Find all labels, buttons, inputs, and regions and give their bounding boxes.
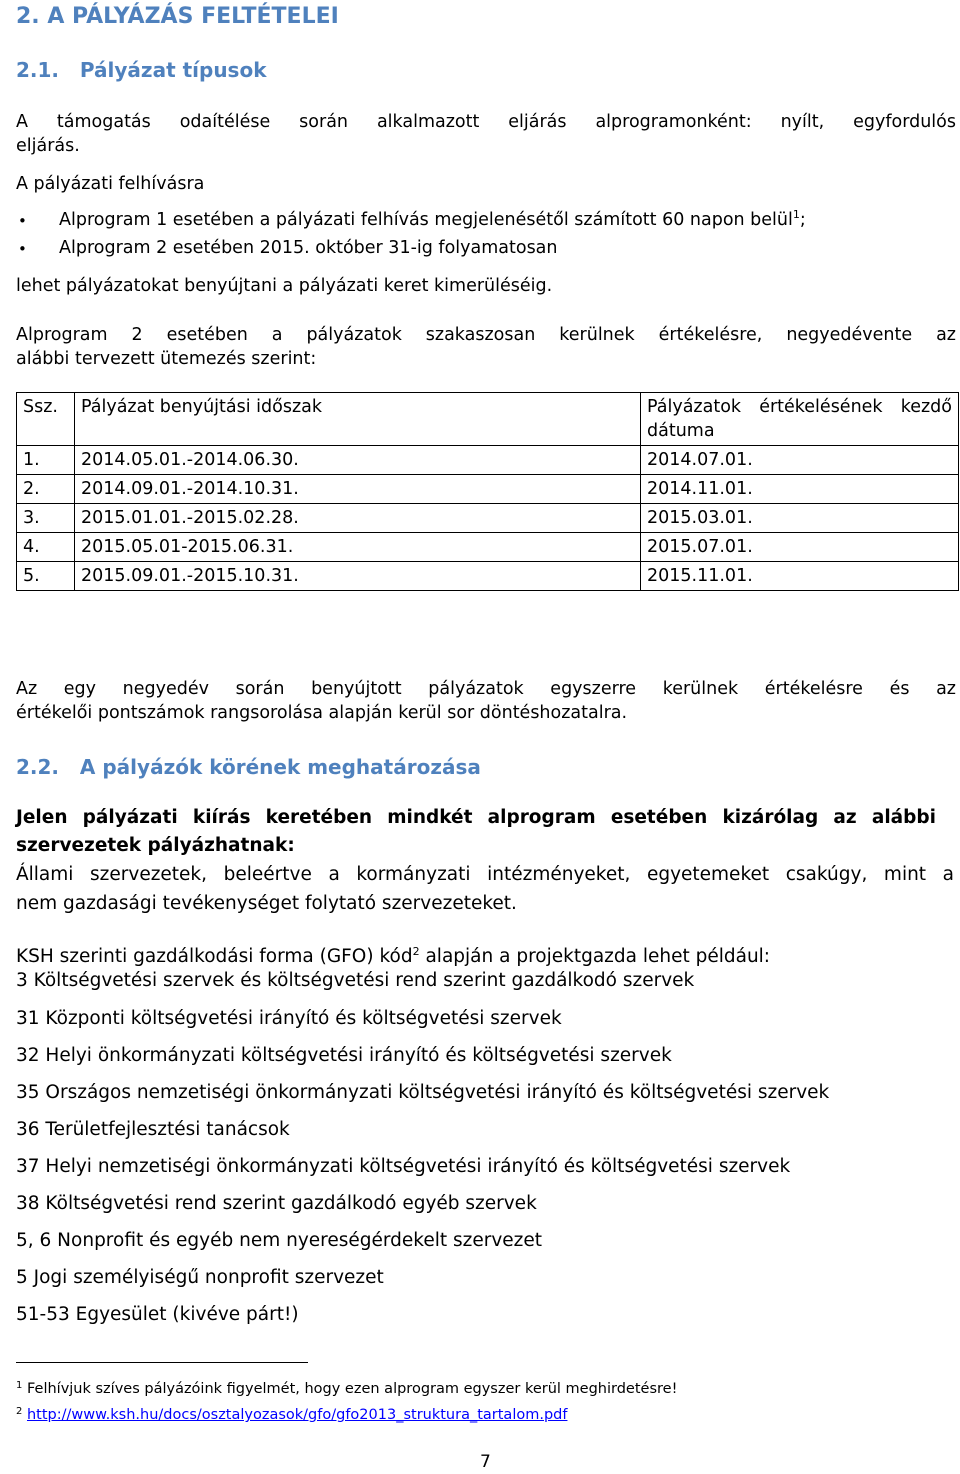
section-number: 2.1. [16, 58, 60, 82]
gfo-list-item: 37 Helyi nemzetiségi önkormányzati költségvetési irányító és költségvetési szervek [16, 1156, 791, 1177]
gfo-list-item: 51-53 Egyesület (kivéve párt!) [16, 1304, 299, 1325]
paragraph-evaluation-line1: Alprogram 2 esetében a pályázatok szakaszosan kerülnek értékelésre, negyedévente az [16, 325, 956, 345]
table-cell: 2014.11.01. [641, 475, 959, 504]
gfo-list-item: 36 Területfejlesztési tanácsok [16, 1119, 290, 1140]
table-header-row [17, 393, 959, 446]
table-row [17, 533, 959, 562]
gfo-list-item: 38 Költségvetési rend szerint gazdálkodó egyéb szervek [16, 1193, 537, 1214]
section-2-heading: 2. A PÁLYÁZÁS FELTÉTELEI [16, 4, 339, 29]
gfo-list-item: 31 Központi költségvetési irányító és költségvetési szervek [16, 1008, 562, 1029]
table-row [17, 562, 959, 591]
table-cell: 2014.05.01.-2014.06.30. [75, 446, 641, 475]
section-number: 2.2. [16, 755, 60, 779]
table-cell: 3. [17, 504, 75, 533]
table-row [17, 446, 959, 475]
gfo-list-item: 5 Jogi személyiségű nonprofit szervezet [16, 1267, 384, 1288]
paragraph-state-orgs-line2: nem gazdasági tevékenységet folytató szervezeteket. [16, 893, 517, 914]
table-row [17, 504, 959, 533]
paragraph-ranking-line1: Az egy negyedév során benyújtott pályázatok egyszerre kerülnek értékelésre és az [16, 679, 956, 699]
bullet-icon: • [18, 240, 27, 258]
eligibility-statement-line1: Jelen pályázati kiírás keretében mindkét alprogram esetében kizárólag az alábbi [16, 807, 936, 828]
table-cell: 2014.07.01. [641, 446, 959, 475]
eligibility-statement-line2: szervezetek pályázhatnak: [16, 835, 295, 856]
footnote-2 [16, 1407, 567, 1423]
paragraph-evaluation-line2: alábbi tervezett ütemezés szerint: [16, 349, 317, 369]
table-cell: 2015.01.01.-2015.02.28. [75, 504, 641, 533]
paragraph-ranking-line2: értékelői pontszámok rangsorolása alapján kerül sor döntéshozatalra. [16, 703, 628, 723]
section-2-2-heading [16, 755, 481, 779]
schedule-table [16, 392, 959, 591]
table-cell: 2015.03.01. [641, 504, 959, 533]
bullet-item-alprogram-1: Alprogram 1 esetében a pályázati felhívás megjelenésétől számított 60 napon belül$^1$; [59, 208, 806, 230]
table-header-cell: Pályázat benyújtási időszak [75, 393, 641, 446]
paragraph-ksh-gfo: KSH szerinti gazdálkodási forma (GFO) kód$^2$ alapján a projektgazda lehet például: [16, 945, 771, 967]
table-row [17, 475, 959, 504]
footnote-ref-1[interactable]: 1 [792, 208, 800, 221]
footnote-separator [16, 1362, 308, 1363]
paragraph-procedure-line2: eljárás. [16, 136, 80, 156]
gfo-list-item: 5, 6 Nonprofit és egyéb nem nyereségérdekelt szervezet [16, 1230, 543, 1251]
table-cell: 2015.11.01. [641, 562, 959, 591]
gfo-list-item: 32 Helyi önkormányzati költségvetési irányító és költségvetési szervek [16, 1045, 672, 1066]
bullet-item-alprogram-2: Alprogram 2 esetében 2015. október 31-ig folyamatosan [59, 238, 558, 258]
gfo-list-item: 35 Országos nemzetiségi önkormányzati költségvetési irányító és költségvetési szervek [16, 1082, 830, 1103]
table-cell: 2015.05.01-2015.06.31. [75, 533, 641, 562]
section-title: A pályázók körének meghatározása [79, 755, 481, 779]
table-cell: 1. [17, 446, 75, 475]
section-2-1-heading [16, 58, 267, 82]
table-cell: 4. [17, 533, 75, 562]
table-cell: 5. [17, 562, 75, 591]
section-title: Pályázat típusok [79, 58, 267, 82]
paragraph-call-intro: A pályázati felhívásra [16, 174, 205, 194]
table-header-cell: Ssz. [17, 393, 75, 446]
footnote-mark: 2 [16, 1406, 23, 1417]
paragraph-state-orgs-line1: Állami szervezetek, beleértve a kormányzati intézményeket, egyetemeket csakúgy, mint a [16, 864, 954, 885]
gfo-list-item: 3 Költségvetési szervek és költségvetési rend szerint gazdálkodó szervek [16, 970, 695, 991]
ksh-gfo-link[interactable]: http://www.ksh.hu/docs/osztalyozasok/gfo/gfo2013_struktura_tartalom.pdf [26, 1407, 568, 1423]
footnote-ref-2[interactable]: 2 [412, 945, 420, 958]
table-cell: 2015.07.01. [641, 533, 959, 562]
page-number: 7 [480, 1452, 491, 1472]
paragraph-submission: lehet pályázatokat benyújtani a pályázati keret kimerüléséig. [16, 276, 553, 296]
table-header-cell: Pályázatok értékelésének kezdő dátuma [641, 393, 959, 446]
paragraph-procedure-line1: A támogatás odaítélése során alkalmazott eljárás alprogramonként: nyílt, egyfordulós [16, 112, 956, 132]
table-cell: 2. [17, 475, 75, 504]
footnote-1: $^1$ Felhívjuk szíves pályázóink figyelmét, hogy ezen alprogram egyszer kerül meghirdetésre! [16, 1380, 678, 1397]
table-cell: 2015.09.01.-2015.10.31. [75, 562, 641, 591]
table-cell: 2014.09.01.-2014.10.31. [75, 475, 641, 504]
bullet-icon: • [18, 212, 27, 230]
footnote-mark: 1 [16, 1380, 23, 1391]
